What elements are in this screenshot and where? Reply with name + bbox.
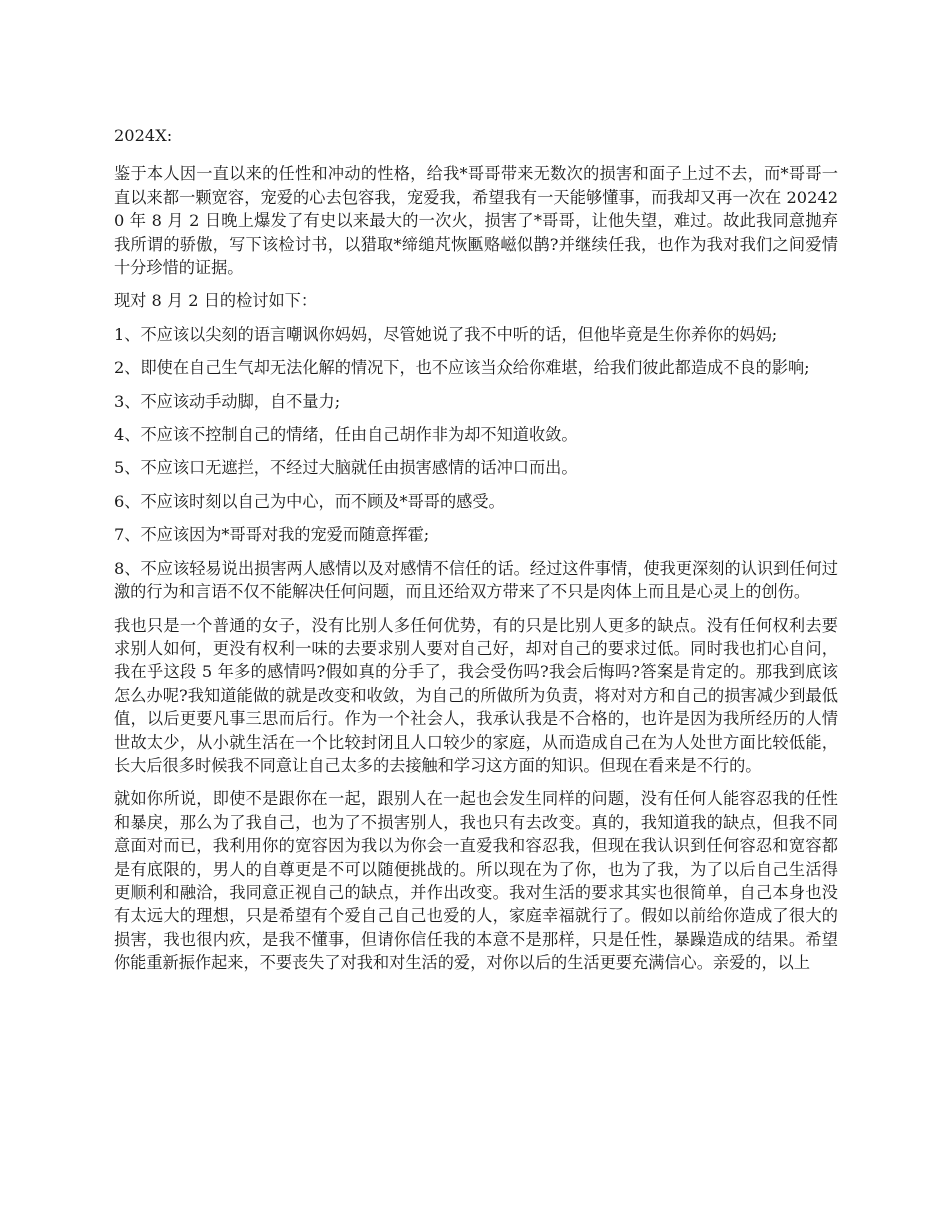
list-item: 5、不应该口无遮拦，不经过大脑就任由损害感情的话冲口而出。 — [114, 458, 578, 478]
list-item: 2、即使在自己生气却无法化解的情况下，也不应该当众给你难堪，给我们彼此都造成不良的影响; — [114, 358, 810, 378]
list-item: 4、不应该不控制自己的情绪，任由自己胡作非为却不知道收敛。 — [114, 425, 578, 445]
document-body — [114, 124, 838, 985]
list-item: 6、不应该时刻以自己为中心，而不顾及*哥哥的感受。 — [114, 491, 505, 511]
list-item: 8、不应该轻易说出损害两人感情以及对感情不信任的话。经过这件事情，使我更深刻的认识到任何过激的行为和言语不仅不能解决任何问题，而且还给双方带来了不只是肉体上而且是心灵上的创伤。 — [114, 558, 838, 602]
body-paragraph: 就如你所说，即使不是跟你在一起，跟别人在一起也会发生同样的问题，没有任何人能容忍我的任性和暴戾，那么为了我自己，也为了不损害别人，我也只有去改变。真的，我知道我的缺点，但我不同意面对而已，我利用你的宽容因为我以为你会一直爱我和容忍我，但现在我认识到任何容忍和宽容都是有底限的，男人的自尊更是不可以随便挑战的。所以现在为了你，也为了我，为了以后自己生活得更顺利和融洽，我同意正视自己的缺点，并作出改变。我对生活的要求其实也很简单，自己本身也没有太远大的理想，只是希望有个爱自己自己也爱的人，家庭幸福就行了。假如以前给你造成了很大的损害，我也很内疚，是我不懂事，但请你信任我的本意不是那样，只是任性，暴躁造成的结果。希望你能重新振作起来，不要丧失了对我和对生活的爱，对你以后的生活更要充满信心。亲爱的，以上 — [114, 789, 838, 973]
intro-paragraph: 鉴于本人因一直以来的任性和冲动的性格，给我*哥哥带来无数次的损害和面子上过不去，而*哥哥一直以来都一颗宽容，宠爱的心去包容我，宠爱我，希望我有一天能够懂事，而我却又再一次在 202420 年 8 月 2 日晚上爆发了有史以来最大的一次火，损害了*哥哥，让他失望，难过。故此我同意抛弃我所谓的骄傲，写下该检讨书，以猎取*缔缒芃恢匭赂嵫似鹊?并继续任我，也作为我对我们之间爱情十分珍惜的证据。 — [114, 164, 838, 278]
list-item: 7、不应该因为*哥哥对我的宠爱而随意挥霍; — [114, 525, 430, 545]
list-item: 3、不应该动手动脚，自不量力; — [114, 391, 341, 411]
date-line: 2024X: — [114, 126, 173, 145]
list-item: 1、不应该以尖刻的语言嘲讽你妈妈，尽管她说了我不中听的话，但他毕竟是生你养你的妈妈; — [114, 324, 778, 344]
review-heading: 现对 8 月 2 日的检讨如下： — [114, 291, 318, 311]
body-paragraph: 我也只是一个普通的女子，没有比别人多任何优势，有的只是比别人更多的缺点。没有任何权利去要求别人如何，更没有权利一味的去要求别人要对自己好，却对自己的要求过低。同时我也扪心自问，我在乎这段 5 年多的感情吗?假如真的分手了，我会受伤吗?我会后悔吗?答案是肯定的。那我到底该怎么办呢?我知道能做的就是改变和收敛，为自己的所做所为负责，将对对方和自己的损害减少到最低值，以后更要凡事三思而后行。作为一个社会人，我承认我是不合格的，也许是因为我所经历的人情世故太少，从小就生活在一个比较封闭且人口较少的家庭，从而造成自己在为人处世方面比较低能，长大后很多时候我不同意让自己太多的去接触和学习这方面的知识。但现在看来是不行的。 — [114, 615, 838, 775]
